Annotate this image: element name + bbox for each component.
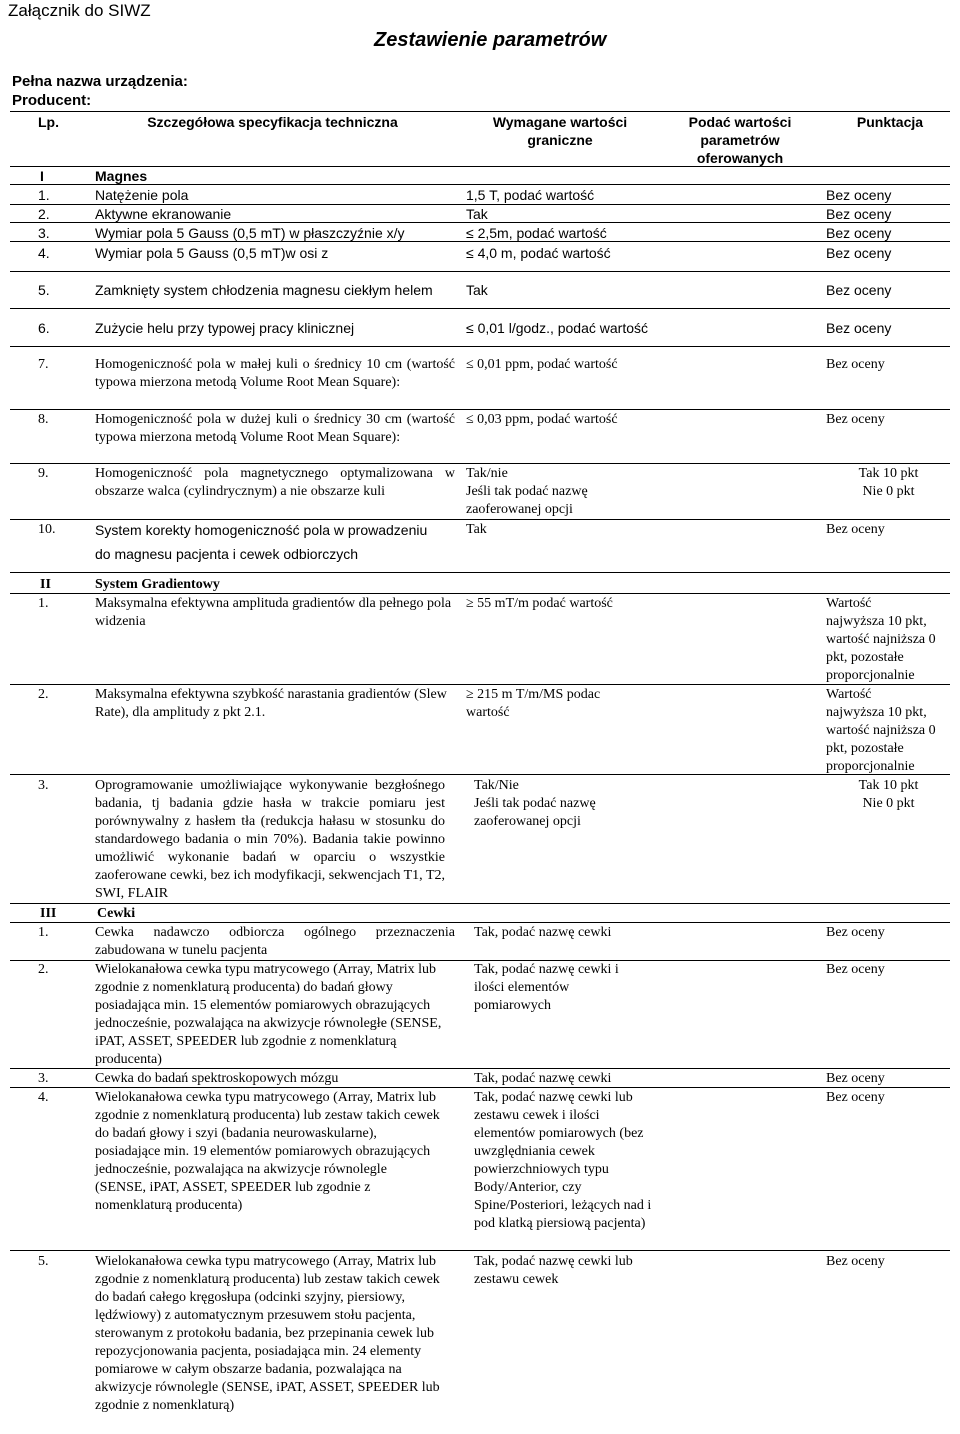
row-required: ≤ 0,01 l/godz., podać wartość [466,320,649,336]
section-title: Cewki [97,906,136,921]
row-rule [10,519,950,520]
row-spec: Maksymalna efektywna szybkość narastania gradientów (Slew Rate), dla amplitudy z pkt 2.1. [95,687,447,720]
row-spec: Oprogramowanie umożliwiające wykonywanie bezgłośnego badania, tj badania gdzie hasła w trakcie pomiaru jest porównywalny z hasłem tła (redukcja hałasu w stosunku do standardowego badania o min 70%). Badania takie powinno umożliwić wykonanie badań w oparciu o wszystkie zaoferowane cewki, bez ich modyfikacji, sekwencjach T1, T2, SWI, FLAIR [95,778,445,901]
row-number: 3. [38,225,50,241]
row-required: Tak, podać nazwę cewki lub zestawu cewek [474,1254,633,1287]
row-rule [10,184,950,185]
row-score: Bez oceny [826,522,885,537]
row-spec: Homogeniczność pola magnetycznego optymalizowana w obszarze walca (cylindrycznym) a nie obszarze kuli [95,466,455,499]
row-spec: Maksymalna efektywna amplituda gradientów dla pełnego pola widzenia [95,596,452,629]
row-score: Wartość najwyższa 10 pkt, wartość najniższa 0 pkt, pozostałe proporcjonalnie [826,687,936,774]
row-rule [10,409,950,410]
row-spec: System korekty homogeniczność pola w prowadzeniu do magnesu pacjenta i cewek odbiorczych [95,522,428,562]
row-spec: Homogeniczność pola w dużej kuli o średnicy 30 cm (wartość typowa mierzona metodą Volume Root Mean Square): [95,412,455,445]
row-number: 1. [38,596,49,611]
row-rule [10,903,950,904]
table-top-rule [10,111,950,112]
row-number: 5. [38,1254,49,1269]
row-number: 9. [38,466,49,481]
col-required: Wymagane wartości graniczne [492,114,628,148]
row-spec: Cewka nadawczo odbiorcza ogólnego przeznaczenia zabudowana w tunelu pacjenta [95,925,455,958]
row-required: Tak [466,282,488,298]
section-title: Magnes [95,168,148,184]
row-spec: Wielokanałowa cewka typu matrycowego (Array, Matrix lub zgodnie z nomenklaturą producenta) lub zestaw takich cewek do badań głowy i szyi (badania neurowaskularne), posiadające min. 19 elementów pomiarowych obrazujących jednocześnie, pozwalająca na akwizycje równolegle (SENSE, iPAT, ASSET, SPEEDER lub zgodnie z nomenklaturą producenta) [95,1090,440,1213]
row-required: Tak, podać nazwę cewki [474,925,612,940]
row-rule [10,684,950,685]
row-required: ≥ 55 mT/m podać wartość [466,596,613,611]
row-score: Bez oceny [826,282,892,298]
row-required: ≤ 4,0 m, podać wartość [466,245,611,261]
producer-label: Producent: [12,92,92,109]
row-rule [10,308,950,309]
row-score: Bez oceny [826,1090,885,1105]
row-rule [10,1068,950,1069]
row-score: Bez oceny [826,245,892,261]
row-rule [10,241,950,242]
row-rule [10,1250,950,1251]
row-number: 8. [38,412,49,427]
page-title: Zestawienie parametrów [374,29,607,51]
header-rule [10,166,950,167]
row-required: Tak, podać nazwę cewki i ilości elementów pomiarowych [474,962,619,1013]
row-score: Bez oceny [826,962,885,977]
row-score: Bez oceny [826,357,885,372]
row-score: Bez oceny [826,187,892,203]
col-spec: Szczegółowa specyfikacja techniczna [147,114,398,130]
row-required: Tak/nie Jeśli tak podać nazwę zaoferowanej opcji [466,466,588,517]
row-number: 1. [38,925,49,940]
row-required: ≥ 215 m T/m/MS podac wartość [466,687,601,720]
row-score: Bez oceny [826,412,885,427]
row-rule [10,222,950,223]
row-number: 7. [38,357,49,372]
row-score: Bez oceny [826,320,892,336]
row-number: 2. [38,687,49,702]
device-name-label: Pełna nazwa urządzenia: [12,73,188,90]
row-rule [10,774,950,775]
row-required: ≤ 0,01 ppm, podać wartość [466,357,618,372]
row-number: 1. [38,187,50,203]
row-score: Bez oceny [826,925,885,940]
section-title: System Gradientowy [95,577,220,592]
row-rule [10,463,950,464]
row-score: Tak 10 pkt Nie 0 pkt [858,466,919,499]
row-spec: Wielokanałowa cewka typu matrycowego (Array, Matrix lub zgodnie z nomenklaturą producenta) do badań głowy posiadająca min. 15 elementów pomiarowych obrazujących jednocześnie, pozwalająca na akwizycje równoległe (SENSE, iPAT, ASSET, SPEEDER lub zgodnie z nomenklaturą producenta) [95,962,442,1067]
row-required: 1,5 T, podać wartość [466,187,595,203]
row-score: Tak 10 pkt Nie 0 pkt [858,778,919,811]
row-number: 4. [38,245,50,261]
row-number: 3. [38,1071,49,1086]
row-required: Tak [466,522,487,537]
row-number: 5. [38,282,50,298]
row-score: Wartość najwyższa 10 pkt, wartość najniższa 0 pkt, pozostałe proporcjonalnie [826,596,936,683]
row-score: Bez oceny [826,206,892,222]
row-rule [10,593,950,594]
row-spec: Homogeniczność pola w małej kuli o średnicy 10 cm (wartość typowa mierzona metodą Volume Root Mean Square): [95,357,455,390]
row-number: 3. [38,778,49,793]
row-spec: Wymiar pola 5 Gauss (0,5 mT) w płaszczyźnie x/y [95,225,405,241]
row-rule [10,1087,950,1088]
col-score: Punktacja [856,114,924,130]
row-number: 10. [38,522,56,537]
row-required: ≤ 0,03 ppm, podać wartość [466,412,618,427]
row-spec: Wielokanałowa cewka typu matrycowego (Array, Matrix lub zgodnie z nomenklaturą producenta) lub zestaw takich cewek do badań całego kręgosłupa (odcinki szyjny, piersiowy, lędźwiowy) z automatycznym przesuwem stołu pacjenta, sterowanym z protokołu badania, bez przepinania cewek lub repozycjonowania pacjenta, posiadająca min. 24 elementy pomiarowe w całym obszarze badania, pozwalająca na akwizycje równolegle (SENSE, iPAT, ASSET, SPEEDER lub zgodnie z nomenklaturą) [95,1254,440,1413]
col-lp: Lp. [38,114,59,130]
row-spec: Natężenie pola [95,187,189,203]
row-required: ≤ 2,5m, podać wartość [466,225,607,241]
row-spec: Wymiar pola 5 Gauss (0,5 mT)w osi z [95,245,329,261]
row-number: 4. [38,1090,49,1105]
col-offered: Podać wartości parametrów oferowanych [688,114,792,166]
row-score: Bez oceny [826,1254,885,1269]
section-number: I [40,168,44,184]
section-number: II [40,577,51,592]
row-spec: Aktywne ekranowanie [95,206,232,222]
row-number: 2. [38,206,50,222]
row-score: Bez oceny [826,225,892,241]
row-rule [10,271,950,272]
row-number: 2. [38,962,49,977]
row-required: Tak [466,206,488,222]
row-rule [10,572,950,573]
row-required: Tak, podać nazwę cewki [474,1071,612,1086]
row-spec: Cewka do badań spektroskopowych mózgu [95,1071,339,1086]
row-spec: Zużycie helu przy typowej pracy klinicznej [95,320,355,336]
row-score: Bez oceny [826,1071,885,1086]
row-number: 6. [38,320,50,336]
row-required: Tak, podać nazwę cewki lub zestawu cewek i ilości elementów pomiarowych (bez uwzględniania cewek powierzchniowych typu Body/Anterior, czy Spine/Posteriori, leżących nad i pod klatką piersiową pacjenta) [474,1090,652,1231]
section-number: III [40,906,57,921]
row-rule [10,922,950,923]
attachment-label: Załącznik do SIWZ [8,1,151,20]
row-required: Tak/Nie Jeśli tak podać nazwę zaoferowanej opcji [474,778,596,829]
row-rule [10,346,950,347]
row-spec: Zamknięty system chłodzenia magnesu ciekłym helem [95,282,433,298]
